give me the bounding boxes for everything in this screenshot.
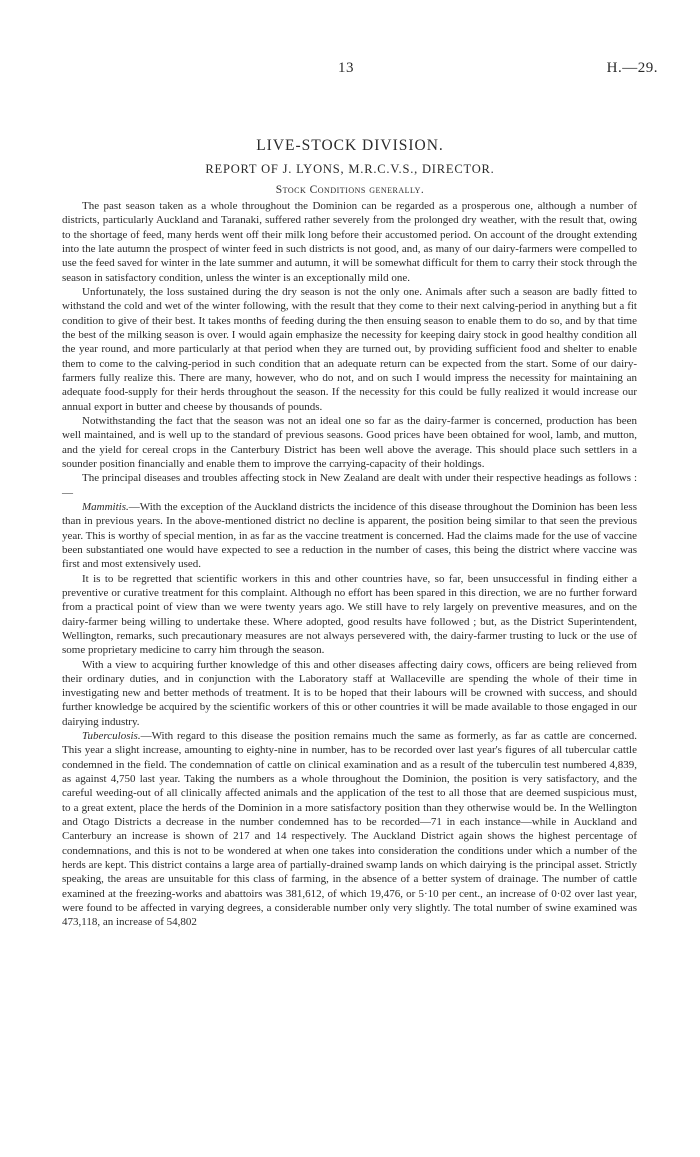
paragraph-text: Unfortunately, the loss sustained during the dry season is not the only one. Animals after such a season are badly fitted to withstand the cold and wet of the winter following, with the result that they come to their next calving-period in anything but a fit condition to give of their best. It takes months of feeding during the then ensuing season to enable them to do so, and by that time the best of the milking season is over. I would again emphasize the necessity for keeping dairy stock in good healthy condition all the year round, and more particularly at that period when they are turned out, by providing sufficient food and shelter to enable them to come to the calving-period in such condition that an adequate return can be expected from the start. Some of our dairy-farmers fully realize this. There are many, however, who do not, and on such I would impress the necessity for maintaining an adequate food-supply for their herds throughout the season. If the necessity for this could be fully realized it would increase our annual export in butter and cheese by thousands of pounds.: [62, 285, 637, 413]
section-heading: [0, 184, 700, 196]
report-title: REPORT OF J. LYONS, M.R.C.V.S., DIRECTOR.: [205, 162, 495, 176]
paragraph-scientific-workers: [62, 572, 637, 658]
paragraph-mammitis: [62, 500, 637, 572]
paragraph-text: —With regard to this disease the position remains much the same as formerly, as far as cattle are concerned. This year a slight increase, amounting to eighty-nine in number, has to be recorded over last year's figures of all tubercular cattle condemned in the field. The condemnation of cattle on clinical examination and as a result of the tuberculin test numbered 4,839, as against 4,750 last year. Taking the numbers as a whole throughout the Dominion, the position is very satisfactory, and the careful weeding-out of all clinically affected animals and the application of the test to all those that are deemed suspicious must, to a great extent, place the herds of the Dominion in a more satisfactory position than they otherwise would be. In the Wellington and Otago Districts a decrease in the number condemned has to be recorded—71 in each instance—while in Auckland and Canterbury an increase is shown of 217 and 14 respectively. The Auckland District again shows the highest percentage of condemnations, and this is not to be wondered at when one takes into consideration the conditions under which a number of the herds are kept. This district contains a large area of partially-drained swamp lands on which dairying is the principal asset. Strictly speaking, the areas are unsuitable for this class of farming, in the absence of a better system of drainage. The number of cattle examined at the freezing-works and abattoirs was 381,612, of which 19,476, or 5·10 per cent., an increase of 0·02 over last year, were found to be affected in varying degrees, a considerable number only very slightly. The total number of swine examined was 473,118, an increase of 54,802: [62, 730, 637, 929]
paragraph-text: It is to be regretted that scientific workers in this and other countries have, so far, been unsuccessful in finding either a preventive or curative treatment for this complaint. Although no effort has been spared in this direction, we are no further forward from a practical point of view than we were twenty years ago. We still have to rely largely on preventive measures, and on the dairy-farmer being willing to undertake these. Where adopted, good results have followed ; but, as the District Superintendent, Wellington, remarks, such precautionary measures are not always persevered with, the dairy-farmer trusting to luck or the use of some proprietary medicine to carry him through the season.: [62, 572, 637, 657]
paragraph-text: The principal diseases and troubles affecting stock in New Zealand are dealt with under their respective headings as follows :—: [62, 472, 637, 499]
page-number: 13: [338, 60, 354, 76]
paragraph-text: —With the exception of the Auckland districts the incidence of this disease throughout the Dominion has been less than in previous years. In the above-mentioned district no decline is apparent, the position being similar to that seen the previous year. This is worthy of special mention, in as far as the vaccine treatment is concerned. Had the claims made for the use of vaccine been substantiated one would have expected to see a reduction in the number of cases, this being the district where vaccine was first and most extensively used.: [62, 500, 637, 571]
tuberculosis-heading: Tuberculosis.: [82, 730, 141, 743]
paragraph-dry-season-loss: [62, 285, 637, 414]
paragraph-text: Notwithstanding the fact that the season was not an ideal one so far as the dairy-farmer is concerned, production has been well maintained, and is well up to the standard of previous seasons. Good prices have been obtained for wool, lamb, and mutton, and the yield for cereal crops in the Canterbury District has been well above the average. This should place such settlers in a sounder position financially and enable them to improve the carrying-capacity of their holdings.: [62, 414, 637, 470]
mammitis-heading: Mammitis.: [82, 500, 129, 513]
paragraph-further-knowledge: [62, 658, 637, 730]
report-body: [62, 199, 637, 930]
paragraph-text: The past season taken as a whole throughout the Dominion can be regarded as a prosperous one, although a number of districts, particularly Auckland and Taranaki, suffered rather severely from the prolonged dry weather, with the result that, owing to the shortage of feed, many herds went off their milk long before their accustomed period. On account of the drought extending into the late autumn the prospect of winter feed in such districts is not good, and, as many of our dairy-farmers were compelled to use the feed saved for winter in the late summer and autumn, it will be somewhat difficult for them to carry their stock through the season in satisfactory condition, unless the winter is an exceptionally mild one.: [62, 200, 637, 284]
paragraph-tuberculosis: [62, 729, 637, 930]
paragraph-diseases-intro: [62, 471, 637, 500]
division-title: LIVE-STOCK DIVISION.: [256, 137, 444, 154]
document-code: H.—29.: [606, 60, 658, 76]
paragraph-season-overview: [62, 199, 637, 285]
paragraph-production: [62, 414, 637, 471]
section-heading-text: Stock Conditions generally.: [275, 184, 425, 196]
paragraph-text: With a view to acquiring further knowledge of this and other diseases affecting dairy cows, officers are being relieved from their ordinary duties, and in conjunction with the Laboratory staff at Wallaceville are spending the whole of their time in investigating new and better methods of treatment. It is to be hoped that their labours will be crowned with success, and should further knowledge be acquired by the scientific workers of this or other countries it will be made available to those engaged in our dairying industry.: [62, 658, 637, 728]
